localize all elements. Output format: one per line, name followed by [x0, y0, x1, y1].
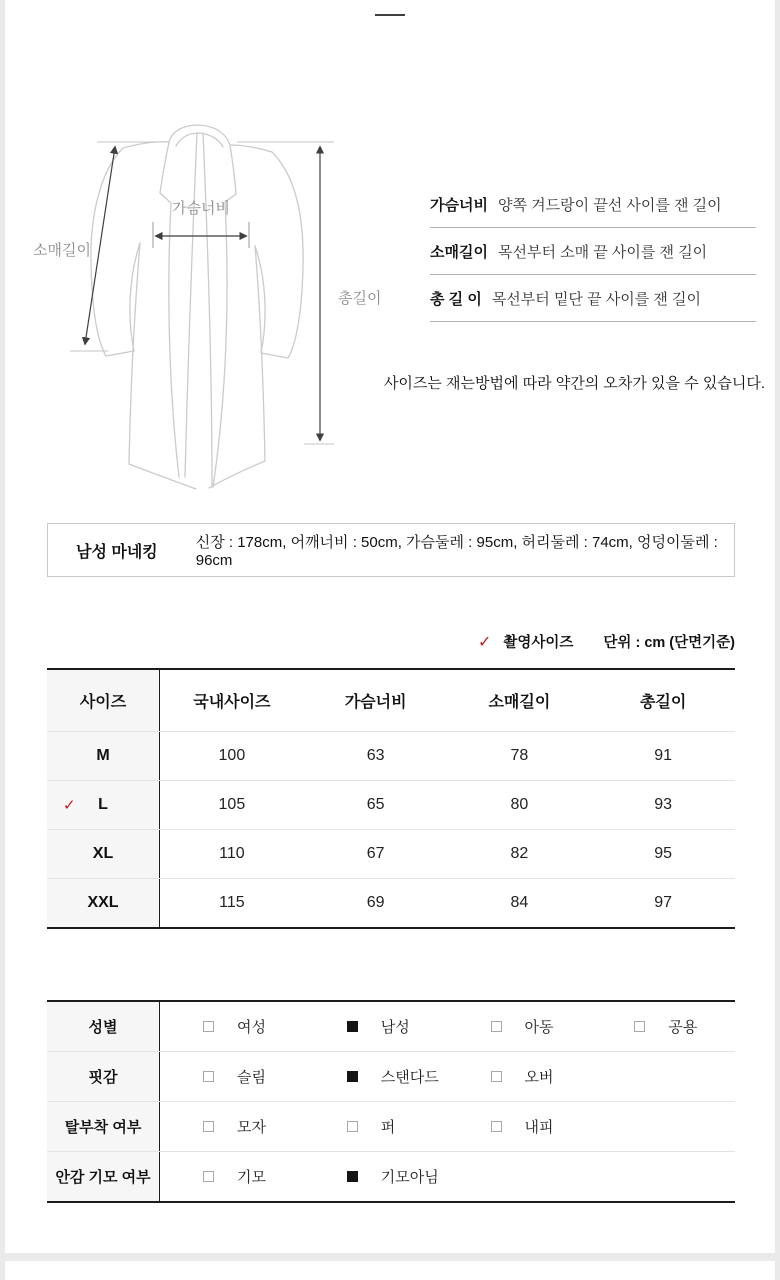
definition-term: 총 길 이 — [430, 290, 482, 308]
value-cell: 63 — [366, 747, 385, 764]
size-cell: L — [98, 796, 108, 813]
definition-desc: 목선부터 소매 끝 사이를 잰 길이 — [497, 243, 708, 261]
definition-desc: 양쪽 겨드랑이 끝선 사이를 잰 길이 — [497, 196, 722, 214]
value-cell: 84 — [510, 894, 529, 911]
chest-end-ticks — [153, 222, 249, 248]
row-check-icon: ✓ — [63, 797, 76, 814]
value-cell: 100 — [218, 747, 246, 764]
checkbox-icon[interactable] — [634, 1021, 645, 1032]
option-label: 모자 — [237, 1119, 266, 1136]
coat-measurement-diagram — [30, 110, 410, 490]
value-cell: 67 — [366, 845, 385, 862]
checkbox-icon[interactable] — [347, 1071, 358, 1082]
option-over — [448, 1052, 592, 1101]
mannequin-measurements: 신장 : 178cm, 어깨너비 : 50cm, 가슴둘레 : 95cm, 허리둘레 : 74cm, 엉덩이둘레 : 96cm — [195, 534, 718, 569]
mannequin-info-box — [47, 523, 735, 577]
definition-row-length — [430, 275, 756, 322]
measurement-definitions — [430, 181, 756, 322]
header-domestic-size: 국내사이즈 — [193, 694, 271, 711]
option-hood — [160, 1102, 304, 1151]
attribute-label: 성별 — [47, 1002, 160, 1051]
header-sleeve-length: 소매길이 — [488, 694, 551, 711]
size-row-l — [47, 781, 735, 830]
diagram-sleeve-label: 소매길이 — [33, 242, 91, 259]
checkbox-icon[interactable] — [347, 1021, 358, 1032]
header-total-length: 총길이 — [639, 694, 687, 711]
size-tolerance-note: 사이즈는 재는방법에 따라 약간의 오차가 있을 수 있습니다. — [383, 375, 765, 392]
value-cell: 105 — [218, 796, 246, 813]
option-fleece — [160, 1152, 304, 1201]
definition-term: 소매길이 — [430, 243, 488, 261]
checkbox-icon[interactable] — [491, 1021, 502, 1032]
measure-guide-lines — [70, 142, 334, 444]
option-male — [304, 1002, 448, 1051]
option-fur — [304, 1102, 448, 1151]
header-chest-width: 가슴너비 — [344, 694, 407, 711]
attribute-row-detachable — [47, 1102, 735, 1152]
option-female — [160, 1002, 304, 1051]
attributes-table — [47, 1000, 735, 1203]
value-cell: 97 — [654, 894, 673, 911]
attribute-row-gender — [47, 1002, 735, 1052]
diagram-length-label: 총길이 — [338, 290, 382, 307]
diagram-chest-label: 가슴너비 — [172, 200, 230, 217]
definition-desc: 목선부터 밑단 끝 사이를 잰 길이 — [491, 290, 702, 308]
value-cell: 91 — [654, 747, 673, 764]
size-table-header — [47, 670, 735, 732]
attribute-row-fleece — [47, 1152, 735, 1201]
unit-label: 단위 : cm (단면기준) — [603, 635, 735, 651]
checkbox-icon[interactable] — [347, 1121, 358, 1132]
definition-term: 가슴너비 — [430, 196, 488, 214]
option-label: 스탠다드 — [380, 1069, 439, 1086]
option-label: 오버 — [524, 1069, 554, 1086]
option-label: 기모아님 — [380, 1169, 439, 1186]
size-cell: M — [96, 747, 110, 764]
option-standard — [304, 1052, 448, 1101]
size-cell: XL — [92, 845, 114, 862]
checkbox-icon[interactable] — [203, 1021, 214, 1032]
value-cell: 65 — [366, 796, 385, 813]
header-size: 사이즈 — [47, 670, 160, 731]
option-label: 남성 — [380, 1019, 410, 1036]
option-unisex — [591, 1002, 735, 1051]
size-table — [47, 668, 735, 929]
page-right-margin — [775, 0, 780, 1280]
option-label: 내피 — [524, 1119, 554, 1136]
top-dash-decoration — [375, 14, 405, 16]
option-slim — [160, 1052, 304, 1101]
value-cell: 93 — [654, 796, 673, 813]
checkbox-icon[interactable] — [491, 1071, 502, 1082]
coat-outline — [91, 125, 303, 489]
attribute-label: 탈부착 여부 — [47, 1102, 160, 1151]
size-row-xl — [47, 830, 735, 879]
section-divider-band — [0, 1253, 780, 1261]
value-cell: 69 — [366, 894, 385, 911]
size-cell: XXL — [87, 894, 119, 911]
size-row-m — [47, 732, 735, 781]
option-label: 슬림 — [237, 1069, 266, 1086]
photo-size-legend — [478, 631, 735, 652]
option-label: 여성 — [237, 1019, 266, 1036]
option-label: 퍼 — [380, 1119, 396, 1136]
value-cell: 78 — [510, 747, 529, 764]
photo-size-label: 촬영사이즈 — [503, 635, 574, 651]
check-icon: ✓ — [477, 633, 492, 651]
option-no-fleece — [304, 1152, 448, 1201]
value-cell: 95 — [654, 845, 673, 862]
mannequin-label: 남성 마네킹 — [76, 543, 158, 561]
page-left-margin — [0, 0, 5, 1280]
size-row-xxl — [47, 879, 735, 927]
option-liner — [448, 1102, 592, 1151]
value-cell: 110 — [219, 845, 245, 862]
definition-row-sleeve — [430, 228, 756, 275]
value-cell: 115 — [219, 894, 245, 911]
coat-diagram-svg — [30, 110, 410, 490]
option-child — [448, 1002, 592, 1051]
checkbox-icon[interactable] — [347, 1171, 358, 1182]
attribute-label: 핏감 — [47, 1052, 160, 1101]
checkbox-icon[interactable] — [203, 1071, 214, 1082]
attribute-label: 안감 기모 여부 — [47, 1152, 160, 1201]
checkbox-icon[interactable] — [491, 1121, 502, 1132]
option-label: 공용 — [668, 1019, 698, 1036]
option-label: 아동 — [524, 1019, 554, 1036]
option-label: 기모 — [237, 1169, 266, 1186]
definition-row-chest — [430, 181, 756, 228]
value-cell: 82 — [510, 845, 529, 862]
value-cell: 80 — [510, 796, 529, 813]
checkbox-icon[interactable] — [203, 1171, 214, 1182]
checkbox-icon[interactable] — [203, 1121, 214, 1132]
attribute-row-fit — [47, 1052, 735, 1102]
